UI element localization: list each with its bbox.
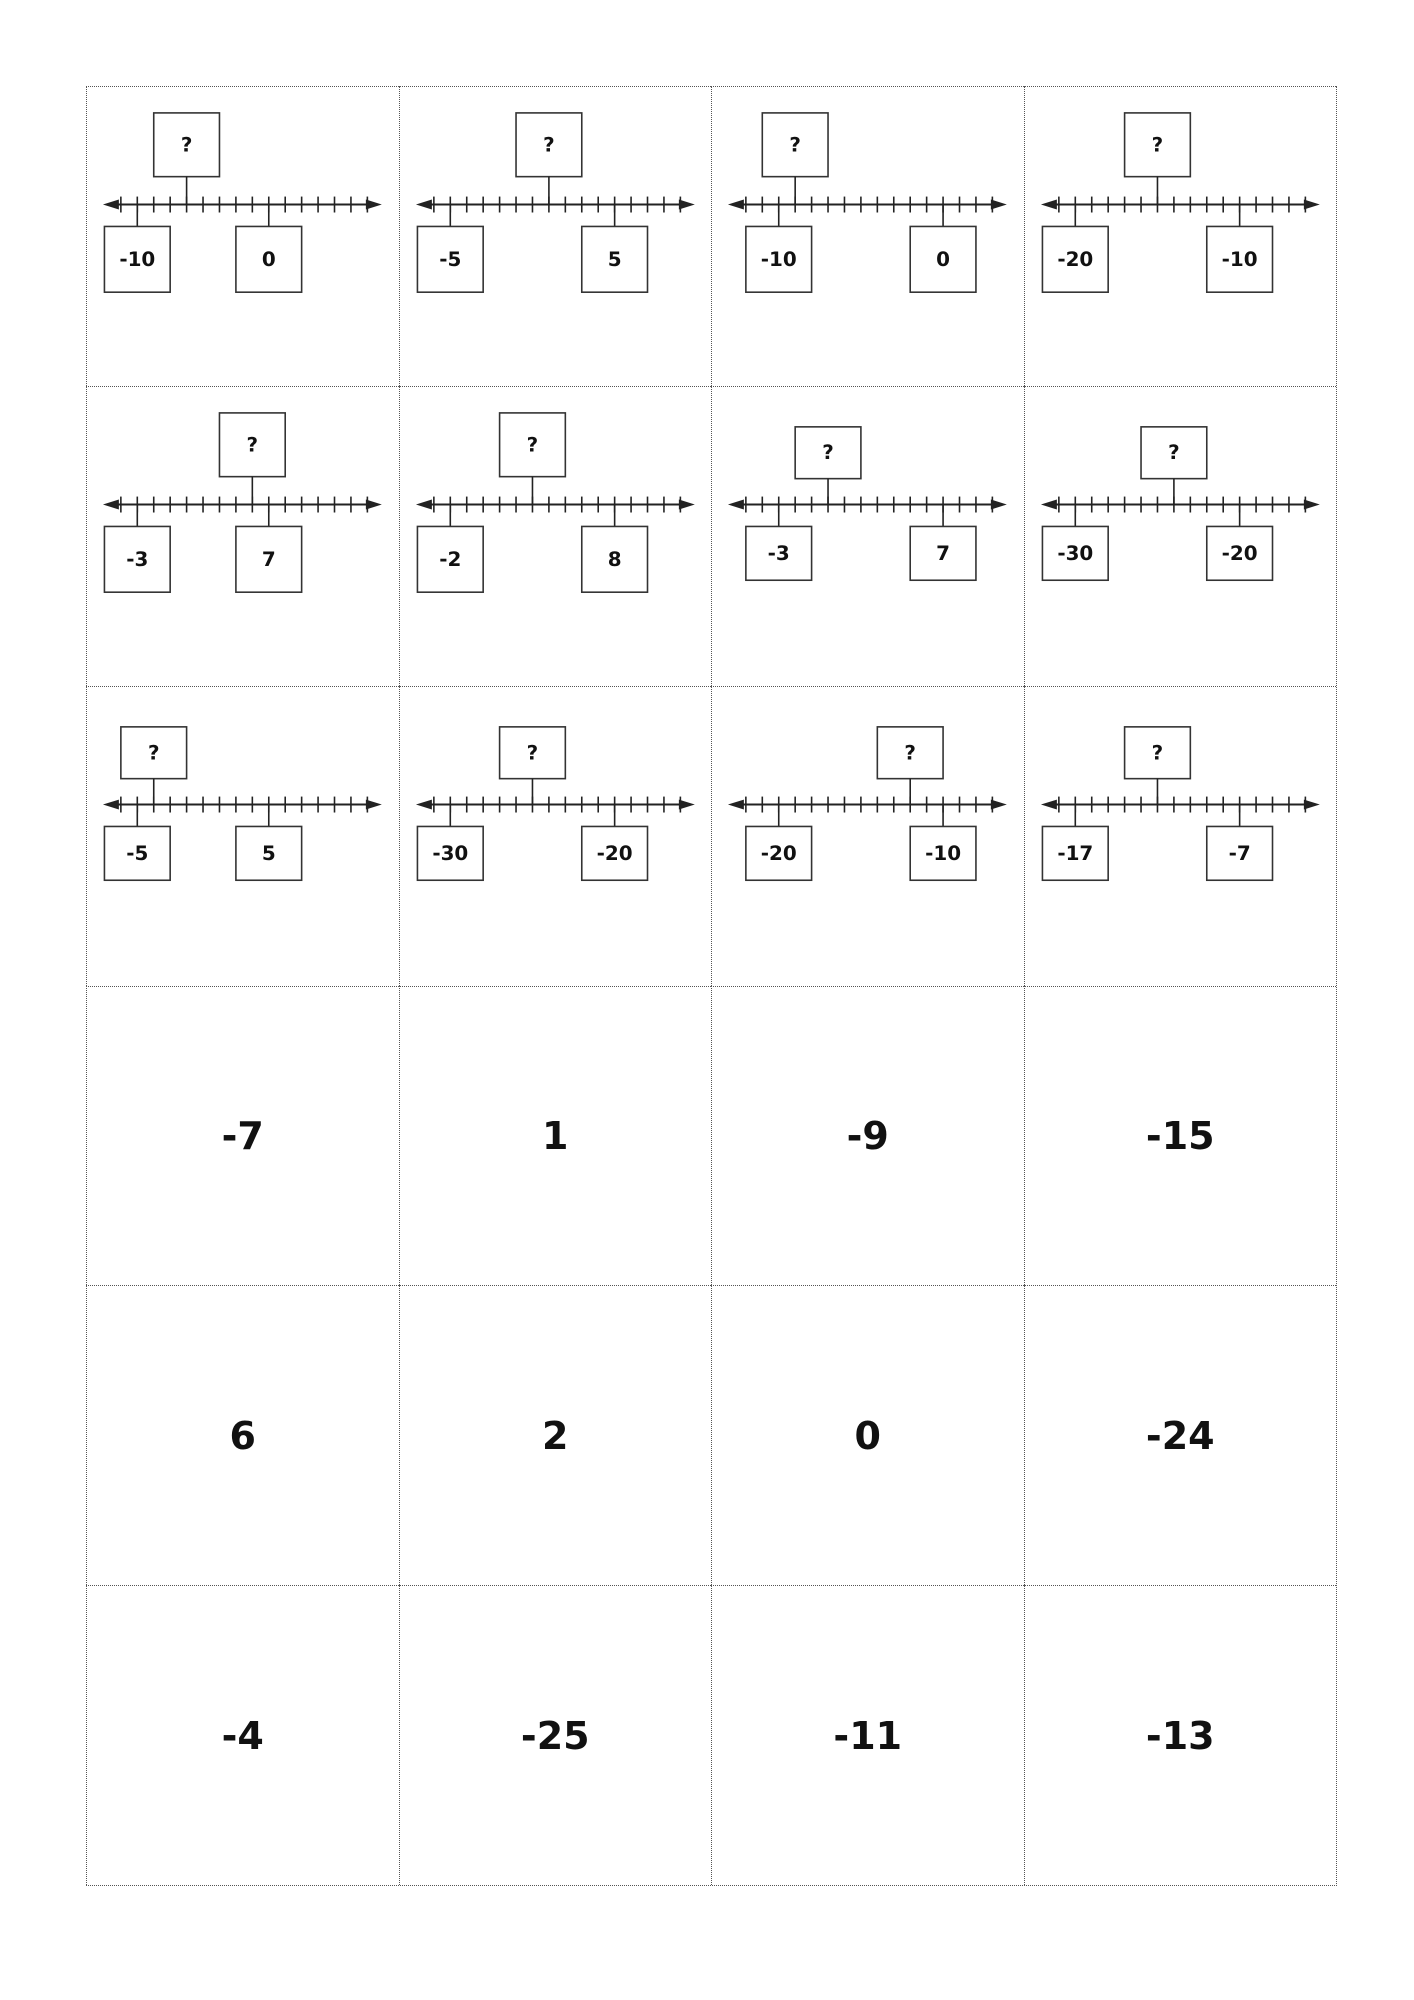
question-mark: ? (904, 740, 916, 764)
number-line-card (711, 686, 1024, 986)
number-line-card (86, 686, 399, 986)
answer-value: 1 (542, 1113, 569, 1158)
left-value-box (417, 205, 483, 293)
question-mark: ? (822, 441, 834, 465)
right-arrow-icon (991, 499, 1007, 509)
number-line-card (1024, 86, 1337, 386)
number-line-card (399, 686, 712, 986)
number-line-diagram (87, 687, 399, 986)
number-line-diagram (400, 687, 712, 986)
value-label: -2 (438, 547, 461, 571)
question-mark: ? (1167, 441, 1180, 465)
number-line-card (86, 86, 399, 386)
answer-value: -11 (833, 1713, 903, 1758)
right-value-box (1206, 205, 1272, 293)
number-line-diagram (87, 87, 399, 386)
answer-value: -24 (1145, 1413, 1215, 1458)
right-value-box (910, 205, 976, 293)
question-box (499, 727, 565, 805)
left-arrow-icon (1040, 200, 1056, 210)
answer-value: 6 (229, 1413, 256, 1458)
value-label: -7 (1228, 841, 1251, 865)
left-arrow-icon (728, 499, 744, 509)
value-label: -5 (126, 841, 149, 865)
question-box (516, 113, 582, 205)
answer-value: 2 (542, 1413, 569, 1458)
number-line-diagram (1025, 387, 1337, 686)
number-line-card (399, 386, 712, 686)
left-arrow-icon (103, 200, 119, 210)
number-line-card (86, 386, 399, 686)
question-box (219, 413, 285, 505)
value-label: -20 (1056, 247, 1093, 271)
value-label: -17 (1056, 841, 1093, 865)
number-line-diagram (712, 387, 1024, 686)
number-line-diagram (400, 87, 712, 386)
value-label: -10 (119, 247, 156, 271)
value-label: -3 (126, 547, 149, 571)
question-mark: ? (526, 433, 538, 457)
value-label: 7 (261, 547, 276, 571)
question-box (877, 727, 943, 805)
answer-card (1024, 986, 1337, 1286)
number-line-card (1024, 386, 1337, 686)
value-label: 5 (607, 247, 622, 271)
value-label: -30 (1056, 541, 1093, 565)
value-label: 0 (936, 247, 951, 271)
left-arrow-icon (728, 200, 744, 210)
answer-value: -13 (1145, 1713, 1215, 1758)
right-value-box (1206, 504, 1272, 580)
value-label: -20 (1221, 541, 1258, 565)
question-box (1124, 727, 1190, 805)
value-label: -3 (767, 541, 790, 565)
answer-card (399, 1585, 712, 1885)
right-value-box (910, 804, 976, 880)
question-box (762, 113, 828, 205)
left-value-box (1042, 804, 1108, 880)
value-label: -20 (596, 841, 633, 865)
question-box (154, 113, 220, 205)
number-line-card (1024, 686, 1337, 986)
right-arrow-icon (366, 499, 382, 509)
question-mark: ? (1151, 740, 1163, 764)
value-label: -5 (438, 247, 461, 271)
right-value-box (236, 205, 302, 293)
right-arrow-icon (991, 799, 1007, 809)
answer-value: -4 (221, 1713, 264, 1758)
answer-card (399, 986, 712, 1286)
right-arrow-icon (1303, 200, 1319, 210)
answer-card (1024, 1285, 1337, 1585)
left-value-box (1042, 205, 1108, 293)
left-arrow-icon (415, 200, 431, 210)
number-line-card (399, 86, 712, 386)
left-value-box (746, 504, 812, 580)
right-arrow-icon (678, 799, 694, 809)
answer-card (399, 1285, 712, 1585)
answer-value: -15 (1145, 1113, 1215, 1158)
right-value-box (581, 804, 647, 880)
right-value-box (1206, 804, 1272, 880)
answer-card (86, 1285, 399, 1585)
left-arrow-icon (728, 799, 744, 809)
left-value-box (104, 504, 170, 592)
answer-card (711, 1285, 1024, 1585)
value-label: -10 (925, 841, 962, 865)
number-line-card (711, 86, 1024, 386)
number-line-diagram (87, 387, 399, 686)
value-label: 8 (607, 547, 622, 571)
card-sheet (86, 86, 1337, 1886)
answer-card (86, 1585, 399, 1885)
value-label: 5 (261, 841, 276, 865)
answer-value: -25 (520, 1713, 590, 1758)
left-arrow-icon (103, 799, 119, 809)
answer-value: 0 (854, 1413, 881, 1458)
question-mark: ? (147, 740, 160, 764)
left-value-box (746, 804, 812, 880)
question-box (1124, 113, 1190, 205)
value-label: 7 (936, 541, 951, 565)
value-label: 0 (261, 247, 276, 271)
number-line-diagram (712, 87, 1024, 386)
answer-value: -9 (846, 1113, 889, 1158)
left-value-box (746, 205, 812, 293)
answer-card (86, 986, 399, 1286)
question-mark: ? (526, 740, 538, 764)
right-value-box (581, 205, 647, 293)
right-arrow-icon (1303, 499, 1319, 509)
left-value-box (417, 804, 483, 880)
number-line-diagram (1025, 87, 1337, 386)
right-value-box (236, 504, 302, 592)
value-label: -10 (1221, 247, 1258, 271)
answer-card (1024, 1585, 1337, 1885)
question-mark: ? (1151, 133, 1163, 157)
number-line-card (711, 386, 1024, 686)
right-arrow-icon (366, 200, 382, 210)
answer-card (711, 986, 1024, 1286)
question-box (499, 413, 565, 505)
right-value-box (581, 504, 647, 592)
right-value-box (236, 804, 302, 880)
left-arrow-icon (415, 499, 431, 509)
left-value-box (417, 504, 483, 592)
value-label: -20 (760, 841, 797, 865)
question-mark: ? (246, 433, 259, 457)
left-value-box (104, 205, 170, 293)
question-box (1141, 427, 1207, 505)
left-arrow-icon (1040, 799, 1056, 809)
question-box (795, 427, 861, 505)
right-value-box (910, 504, 976, 580)
right-arrow-icon (366, 799, 382, 809)
left-arrow-icon (1040, 499, 1056, 509)
left-value-box (104, 804, 170, 880)
answer-card (711, 1585, 1024, 1885)
left-arrow-icon (415, 799, 431, 809)
question-mark: ? (542, 133, 555, 157)
right-arrow-icon (991, 200, 1007, 210)
number-line-diagram (712, 687, 1024, 986)
left-value-box (1042, 504, 1108, 580)
question-mark: ? (180, 133, 193, 157)
number-line-diagram (400, 387, 712, 686)
right-arrow-icon (678, 200, 694, 210)
number-line-diagram (1025, 687, 1337, 986)
answer-value: -7 (221, 1113, 264, 1158)
value-label: -10 (760, 247, 797, 271)
question-box (121, 727, 187, 805)
question-mark: ? (789, 133, 801, 157)
left-arrow-icon (103, 499, 119, 509)
right-arrow-icon (1303, 799, 1319, 809)
right-arrow-icon (678, 499, 694, 509)
value-label: -30 (431, 841, 468, 865)
